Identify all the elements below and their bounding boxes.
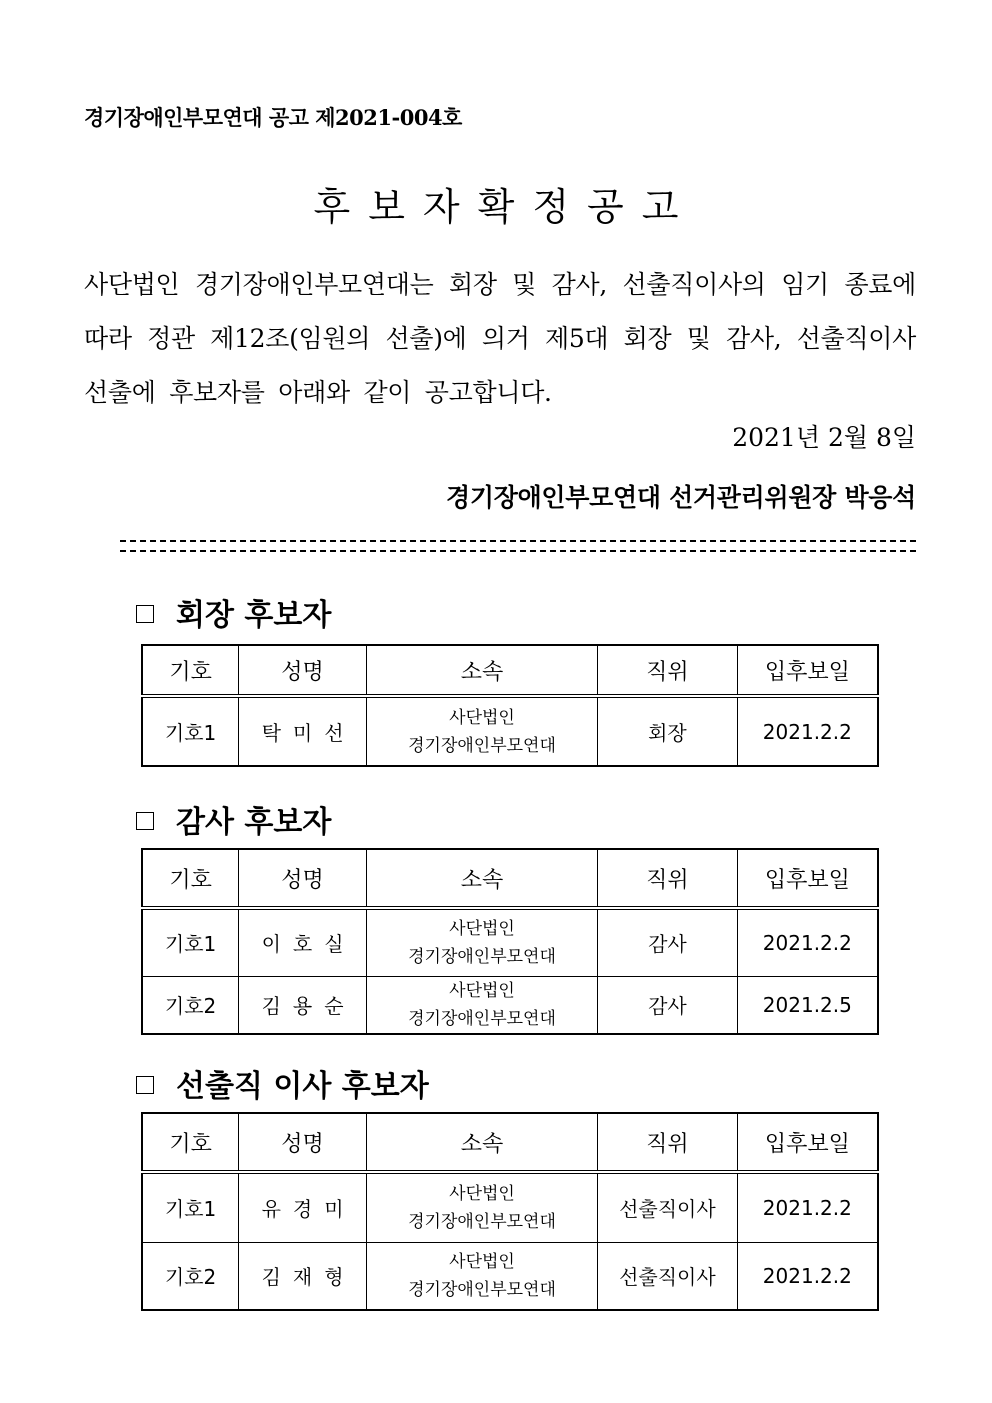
column-header: 기호 [142,1113,239,1172]
checkbox-square-icon [136,605,154,623]
director-candidates-table [141,1112,879,1311]
candidate-name: 김용순 [239,976,367,1034]
candidate-number: 기호2 [142,976,239,1034]
column-header: 기호 [142,849,239,908]
checkbox-square-icon [136,1076,154,1094]
column-header: 입후보일 [737,1113,878,1172]
announcement-date: 2021년 2월 8일 [732,423,916,452]
candidate-position: 감사 [598,976,738,1034]
candidate-date: 2021.2.2 [737,908,878,976]
candidate-affiliation: 사단법인 경기장애인부모연대 [366,696,597,766]
candidate-affiliation: 사단법인 경기장애인부모연대 [366,908,597,976]
candidate-position: 감사 [598,908,738,976]
column-header: 직위 [598,645,738,696]
table-row [142,908,878,976]
divider-line [120,540,916,552]
column-header: 기호 [142,645,239,696]
column-header: 소속 [366,849,597,908]
table-row [142,1172,878,1242]
table-row [142,976,878,1034]
candidate-name: 이호실 [239,908,367,976]
checkbox-square-icon [136,812,154,830]
candidate-affiliation: 사단법인 경기장애인부모연대 [366,976,597,1034]
candidate-position: 회장 [598,696,738,766]
candidate-position: 선출직이사 [598,1172,738,1242]
candidate-date: 2021.2.5 [737,976,878,1034]
section-title-auditor: 감사 후보자 [136,797,331,841]
column-header: 소속 [366,1113,597,1172]
table-header-row [142,645,878,696]
candidate-position: 선출직이사 [598,1242,738,1310]
candidate-affiliation: 사단법인 경기장애인부모연대 [366,1172,597,1242]
candidate-number: 기호1 [142,908,239,976]
table-header-row [142,849,878,908]
column-header: 입후보일 [737,849,878,908]
section-title-director: 선출직 이사 후보자 [136,1061,429,1105]
column-header: 성명 [239,1113,367,1172]
column-header: 직위 [598,1113,738,1172]
candidate-affiliation: 사단법인 경기장애인부모연대 [366,1242,597,1310]
auditor-candidates-table [141,848,879,1035]
table-header-row [142,1113,878,1172]
candidate-name: 김재형 [239,1242,367,1310]
candidate-date: 2021.2.2 [737,1242,878,1310]
column-header: 직위 [598,849,738,908]
signer: 경기장애인부모연대 선거관리위원장 박응석 [446,483,916,512]
column-header: 성명 [239,645,367,696]
column-header: 소속 [366,645,597,696]
announcement-body: 사단법인 경기장애인부모연대는 회장 및 감사, 선출직이사의 임기 종료에 따라 정관 제12조(임원의 선출)에 의거 제5대 회장 및 감사, 선출직이사 선출에 후보자를 아래와 같이 공고합니다. [84,270,916,407]
candidate-name: 유경미 [239,1172,367,1242]
column-header: 성명 [239,849,367,908]
candidate-name: 탁미선 [239,696,367,766]
section-title-president: 회장 후보자 [136,590,331,634]
candidate-number: 기호1 [142,1172,239,1242]
candidate-date: 2021.2.2 [737,696,878,766]
president-candidates-table [141,644,879,767]
candidate-number: 기호1 [142,696,239,766]
document-number: 경기장애인부모연대 공고 제2021-004호 [84,105,462,130]
table-row [142,1242,878,1310]
column-header: 입후보일 [737,645,878,696]
document-title: 후보자확정공고 [313,185,697,229]
candidate-date: 2021.2.2 [737,1172,878,1242]
table-row [142,696,878,766]
candidate-number: 기호2 [142,1242,239,1310]
